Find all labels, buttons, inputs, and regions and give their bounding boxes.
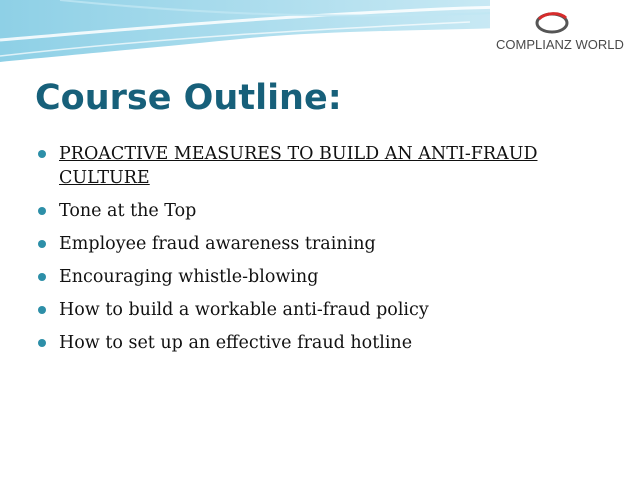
logo-text: COMPLIANZ WORLD	[496, 37, 624, 52]
slide-title: Course Outline:	[35, 78, 342, 118]
list-item	[37, 142, 549, 190]
list-item	[37, 232, 597, 256]
list-item	[37, 298, 597, 322]
complianz-world-logo	[490, 0, 638, 62]
logo-swoosh-icon	[532, 10, 572, 36]
bullet-icon	[38, 306, 46, 314]
list-item	[37, 199, 597, 223]
list-item-text: Tone at the Top	[59, 201, 197, 221]
course-outline-list	[37, 142, 597, 364]
bullet-icon	[38, 240, 46, 248]
bullet-icon	[38, 273, 46, 281]
list-item-text: Encouraging whistle-blowing	[59, 267, 319, 287]
bullet-icon	[38, 339, 46, 347]
bullet-icon	[38, 150, 46, 158]
list-item	[37, 331, 597, 355]
list-item-text: How to build a workable anti-fraud policy	[59, 300, 429, 320]
list-item-text: How to set up an effective fraud hotline	[59, 333, 413, 353]
list-item-text: PROACTIVE MEASURES TO BUILD AN ANTI-FRAUD CULTURE	[59, 144, 538, 188]
list-item	[37, 265, 597, 289]
bullet-icon	[38, 207, 46, 215]
list-item-text: Employee fraud awareness training	[59, 234, 376, 254]
